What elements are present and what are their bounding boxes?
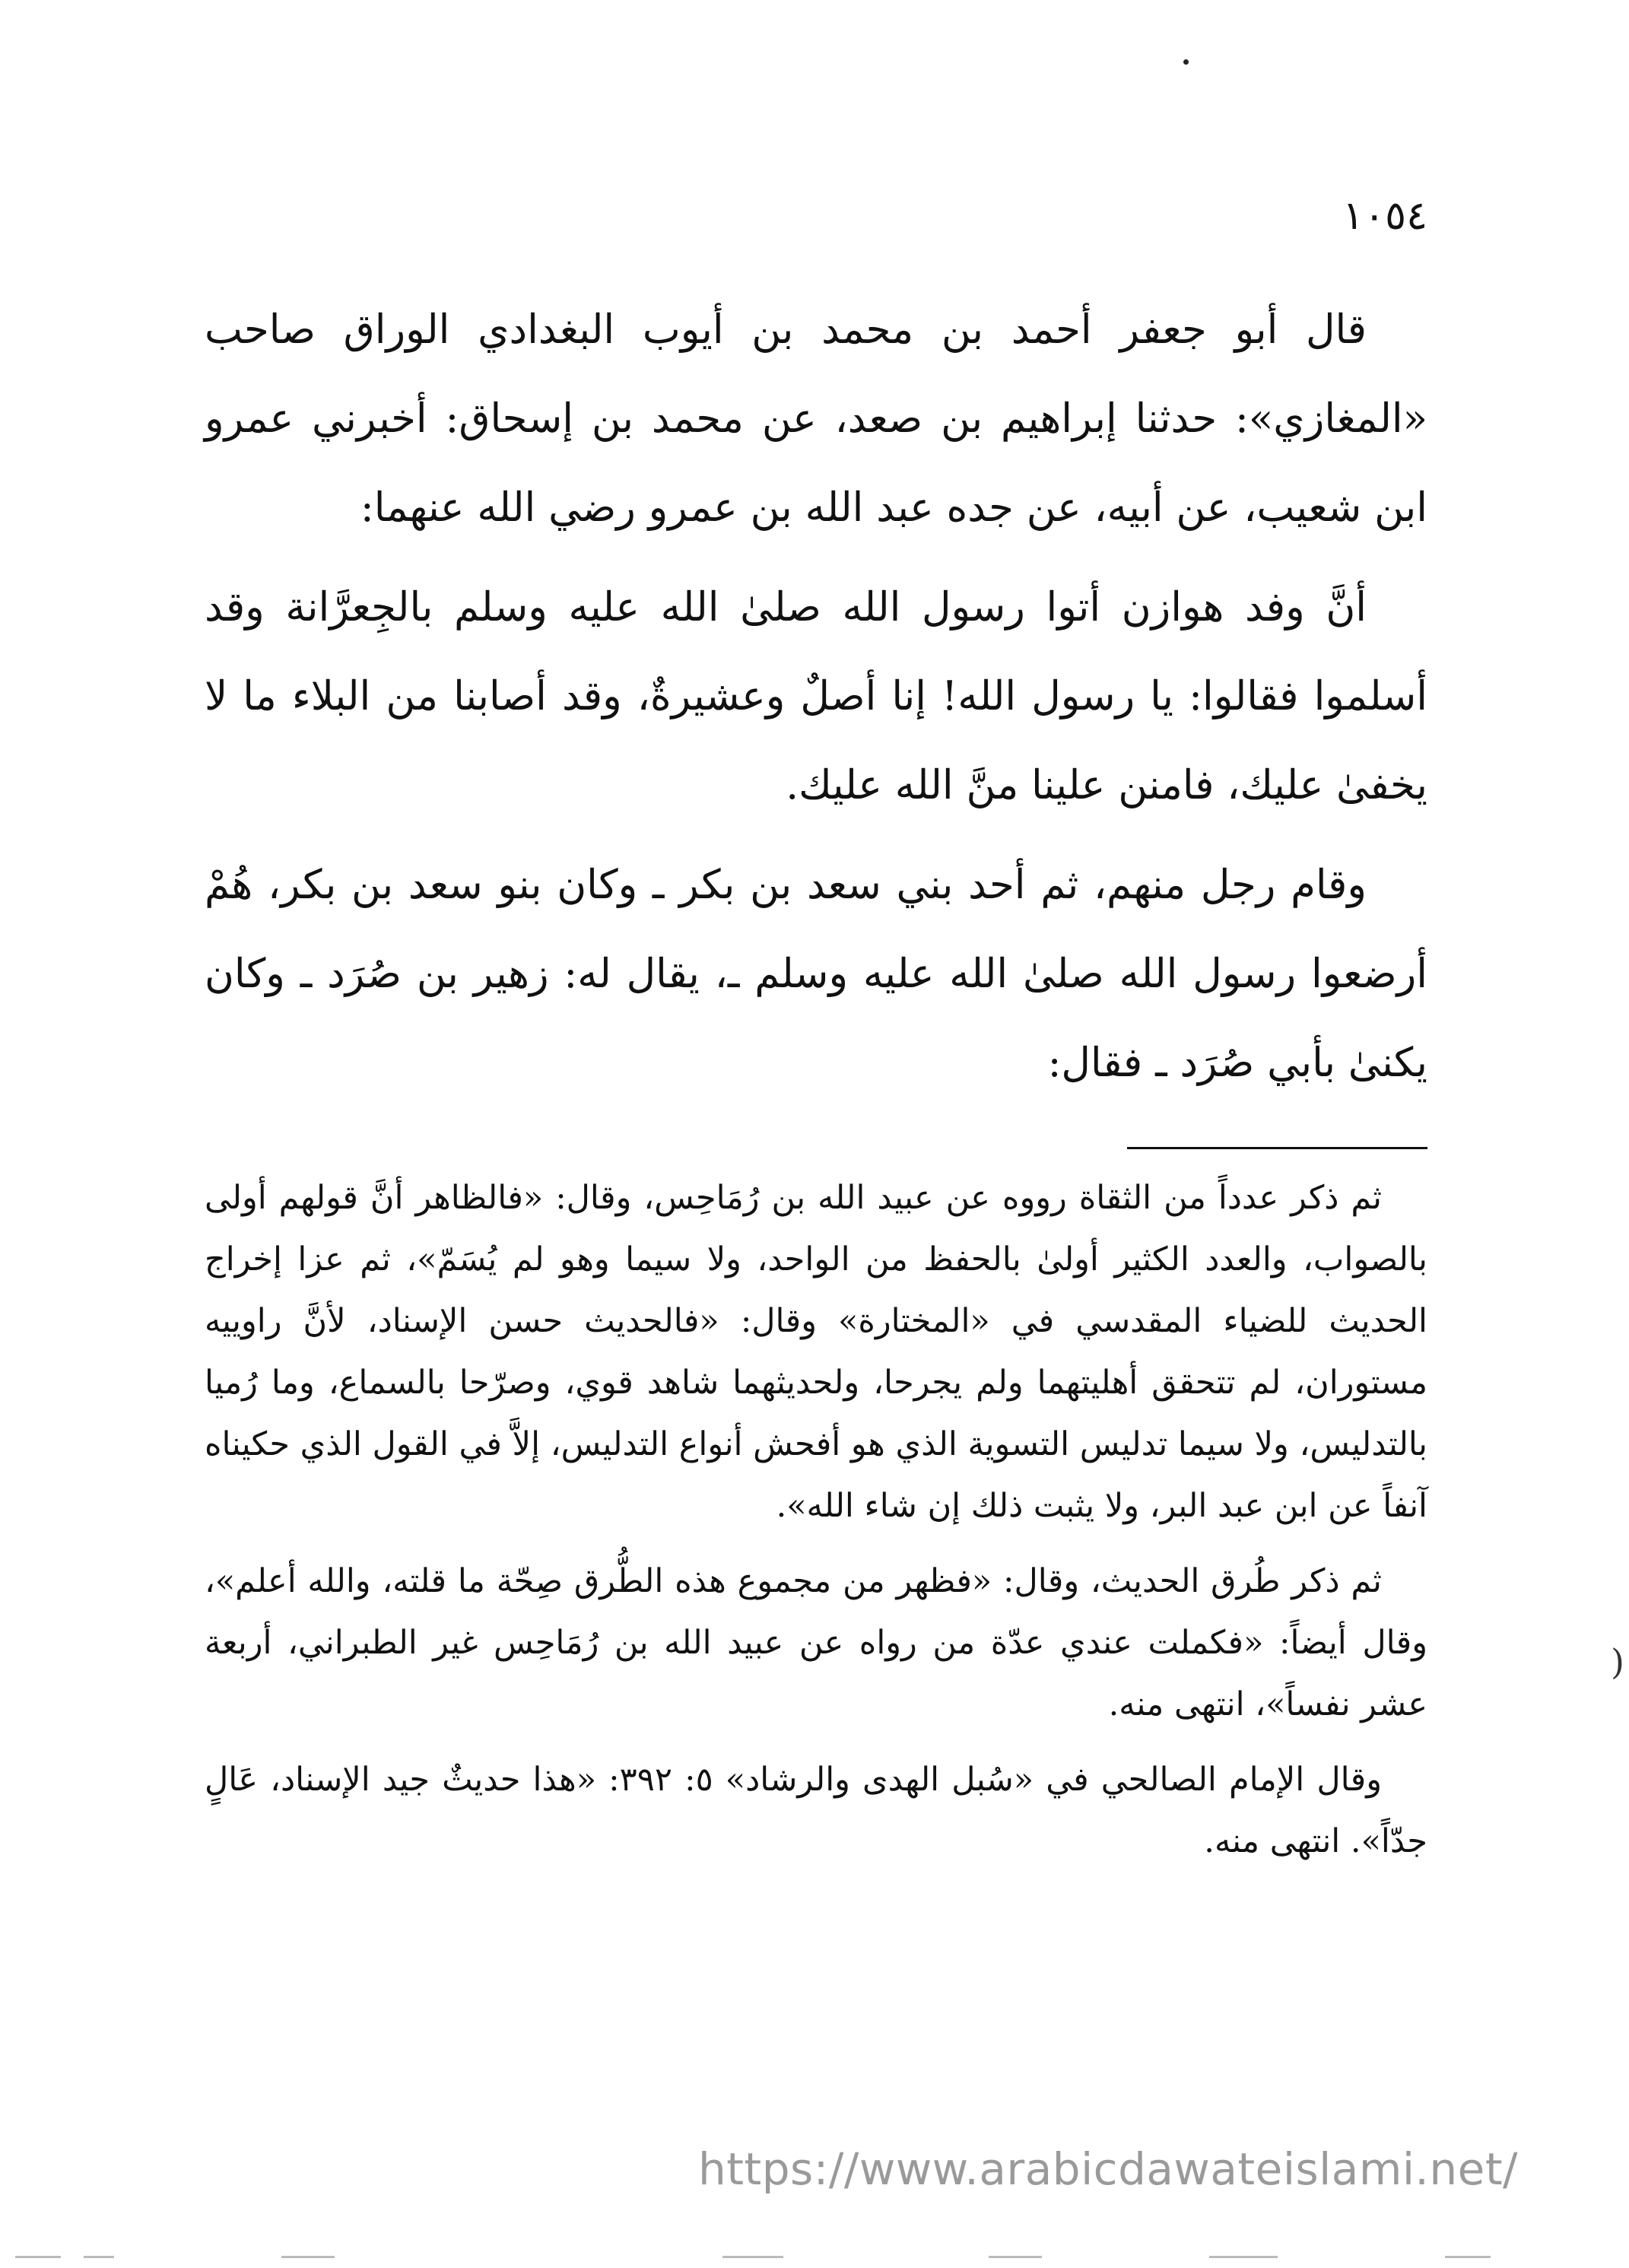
scan-edge-marks bbox=[0, 2256, 1629, 2259]
margin-bracket-mark: ( bbox=[1611, 1641, 1624, 1682]
main-paragraph: أنَّ وفد هوازن أتوا رسول الله صلىٰ الله عليه وسلم بالجِعرَّانة وقد أسلموا فقالوا: يا رسول الله! إنا أصلٌ وعشيرةٌ، وقد أصابنا من البلاء ما لا يخفىٰ عليك، فامنن علينا منَّ الله عليك. bbox=[205, 584, 1427, 808]
footnote-separator bbox=[1127, 1147, 1427, 1149]
footnote-paragraph: وقال الإمام الصالحي في «سُبل الهدى والرشاد» ٥: ٣٩٢: «هذا حديثٌ جيد الإسناد، عَالٍ جدّاً». انتهى منه. bbox=[205, 1761, 1427, 1860]
footnotes bbox=[205, 1167, 1427, 1886]
ink-dot bbox=[1183, 59, 1189, 65]
page-number: ١٠٥٤ bbox=[1342, 193, 1427, 239]
footnote-paragraph: ثم ذكر طُرق الحديث، وقال: «فظهر من مجموع هذه الطُّرق صِحّة ما قلته، والله أعلم»، وقال أيضاً: «فكملت عندي عدّة من رواه عن عبيد الله بن رُمَاحِس غير الطبراني، أربعة عشر نفساً»، انتهى منه. bbox=[205, 1562, 1427, 1723]
main-paragraph: قال أبو جعفر أحمد بن محمد بن أيوب البغدادي الوراق صاحب «المغازي»: حدثنا إبراهيم بن صعد، عن محمد بن إسحاق: أخبرني عمرو ابن شعيب، عن أبيه، عن جده عبد الله بن عمرو رضي الله عنهما: bbox=[205, 307, 1427, 531]
footnote-paragraph: ثم ذكر عدداً من الثقاة رووه عن عبيد الله بن رُمَاحِس، وقال: «فالظاهر أنَّ قولهم أولى بالصواب، والعدد الكثير أولىٰ بالحفظ من الواحد، ولا سيما وهو لم يُسَمّ»، ثم عزا إخراج الحديث للضياء المقدسي في «المختارة» وقال: «فالحديث حسن الإسناد، لأنَّ راوييه مستوران، لم تتحقق أهليتهما ولم يجرحا، ولحديثهما شاهد قوي، وصرّحا بالسماع، وما رُميا بالتدليس، ولا سيما تدليس التسوية الذي هو أفحش أنواع التدليس، إلاَّ في القول الذي حكيناه آنفاً عن ابن عبد البر، ولا يثبت ذلك إن شاء الله». bbox=[205, 1179, 1427, 1525]
main-paragraph: وقام رجل منهم، ثم أحد بني سعد بن بكر ـ وكان بنو سعد بن بكر، هُمْ أرضعوا رسول الله صلىٰ الله عليه وسلم ـ، يقال له: زهير بن صُرَد ـ وكان يكنىٰ بأبي صُرَد ـ فقال: bbox=[205, 862, 1427, 1086]
main-text bbox=[205, 285, 1427, 1118]
watermark-url[interactable]: https://www.arabicdawateislami.net/ bbox=[698, 2143, 1519, 2195]
